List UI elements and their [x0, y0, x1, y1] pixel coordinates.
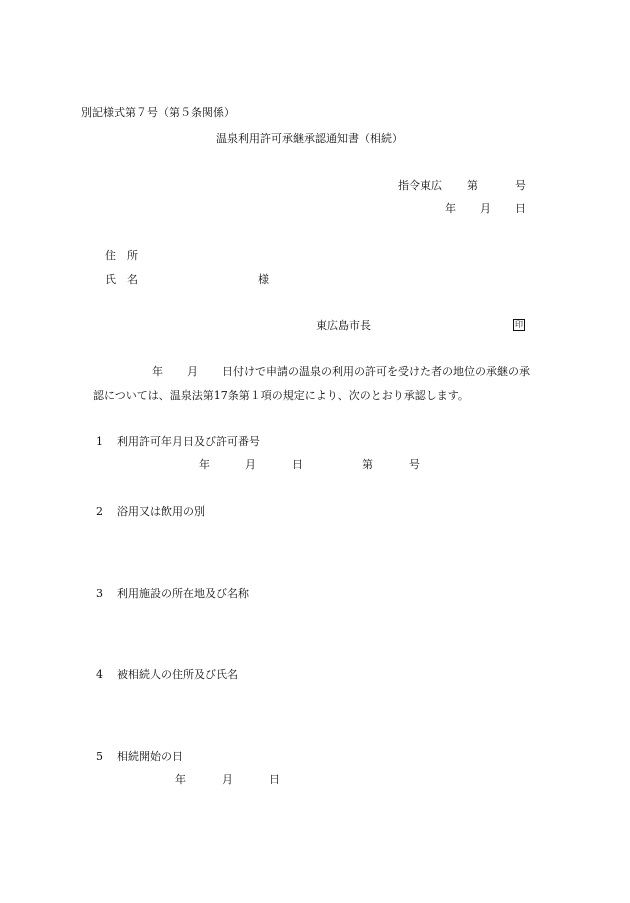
item-number: 2 — [96, 505, 103, 518]
reference-month: 月 — [480, 202, 491, 215]
item1-month: 月 — [245, 458, 256, 471]
body-date-year: 年 — [152, 365, 163, 378]
address-label: 住 所 — [105, 249, 138, 262]
reference-dai: 第 — [467, 179, 478, 192]
body-line-2: 認については、温泉法第17条第１項の規定により、次のとおり承認します。 — [93, 389, 469, 402]
item-label: 利用許可年月日及び許可番号 — [117, 435, 260, 448]
body-date-month: 月 — [187, 365, 198, 378]
name-label: 氏 名 — [105, 273, 138, 286]
item1-day: 日 — [292, 458, 303, 471]
item1-gou: 号 — [409, 458, 420, 471]
item-label: 被相続人の住所及び氏名 — [117, 668, 238, 681]
official-seal-mark: 印 — [515, 320, 523, 329]
reference-gou: 号 — [515, 179, 526, 192]
body-line-1: 日付けで申請の温泉の利用の許可を受けた者の地位の承継の承 — [222, 365, 530, 378]
item-number: 4 — [96, 668, 103, 681]
item5-day: 日 — [269, 773, 280, 786]
item-number: 5 — [96, 750, 103, 763]
honorific: 様 — [258, 273, 269, 286]
item1-year: 年 — [199, 458, 210, 471]
item-label: 浴用又は飲用の別 — [117, 505, 205, 518]
item-label: 利用施設の所在地及び名称 — [117, 587, 249, 600]
item1-dai: 第 — [362, 458, 373, 471]
reference-day: 日 — [515, 202, 526, 215]
item-number: 3 — [96, 587, 103, 600]
item-number: 1 — [96, 435, 103, 448]
item5-month: 月 — [222, 773, 233, 786]
item5-year: 年 — [175, 773, 186, 786]
designation-prefix: 指令東広 — [398, 179, 442, 192]
item-label: 相続開始の日 — [117, 750, 183, 763]
reference-year: 年 — [445, 202, 456, 215]
form-number: 別記様式第７号（第５条関係） — [81, 106, 235, 119]
issuer-mayor: 東広島市長 — [316, 319, 371, 332]
document-title: 温泉利用許可承継承認通知書（相続） — [216, 132, 403, 145]
